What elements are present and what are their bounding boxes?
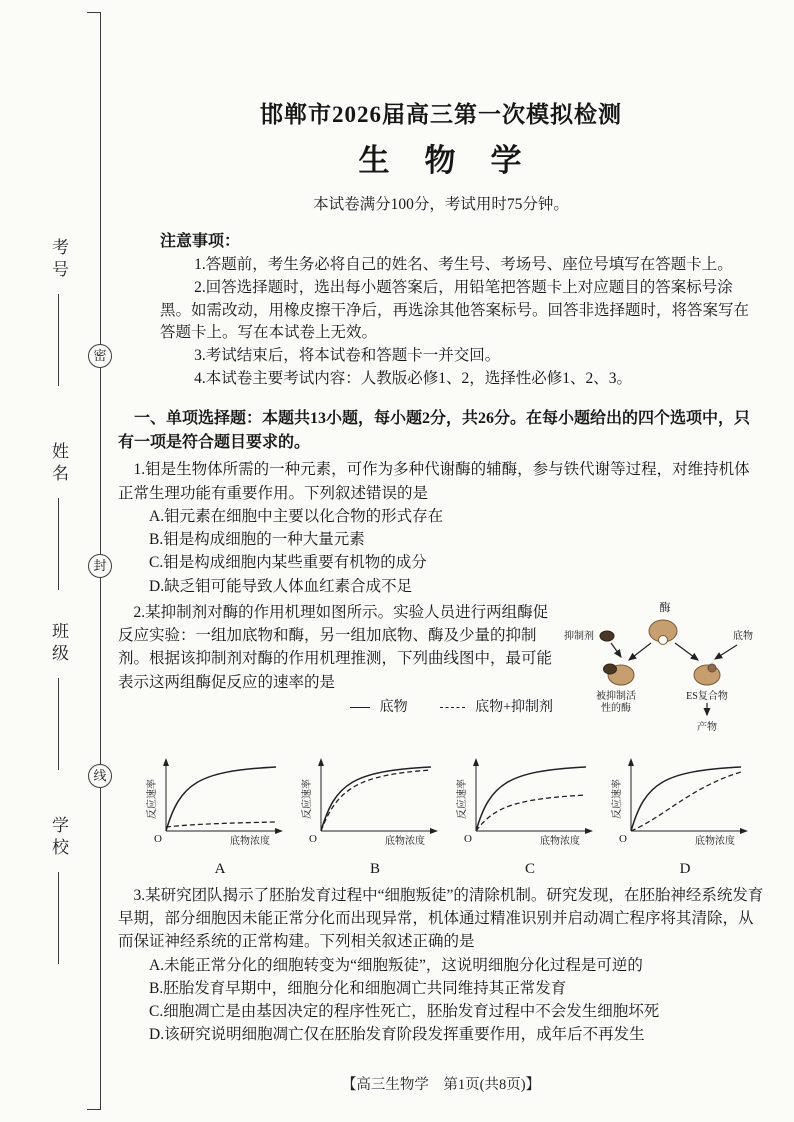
q1-option-b: B.钼是构成细胞的一种大量元素 xyxy=(149,531,365,549)
seal-char-xian: 线 xyxy=(88,764,112,788)
x-axis-label: 底物浓度 xyxy=(540,836,580,848)
substrate-curve xyxy=(321,767,431,831)
origin-label: O xyxy=(619,833,627,846)
exam-info: 本试卷满分100分，考试用时75分钟。 xyxy=(313,196,569,213)
exam-page xyxy=(118,0,764,1094)
question-2 xyxy=(118,601,764,881)
legend-dashed-label: 底物+抑制剂 xyxy=(475,699,553,715)
x-axis-label: 底物浓度 xyxy=(230,836,270,848)
graph-label-d: D xyxy=(679,861,691,878)
product-label: 产物 xyxy=(697,721,717,733)
notice-heading: 注意事项： xyxy=(160,233,241,250)
substrate-plus-inhibitor-curve xyxy=(476,795,586,831)
q3-option-d: D.该研究说明细胞凋亡仅在胚胎发育阶段发挥重要作用，成年后不再发生 xyxy=(149,1026,645,1044)
margin-field-exam-number: 考号 xyxy=(49,238,68,282)
notice-item-1: 1.答题前，考生务必将自己的姓名、考生号、考场号、座位号填写在答题卡上。 xyxy=(194,255,733,273)
page-title: 邯郸市2026届高三第一次模拟检测 xyxy=(260,102,622,127)
origin-label: O xyxy=(464,833,472,846)
q3-option-b: B.胚胎发育早期中，细胞分化和细胞凋亡共同维持其正常发育 xyxy=(149,979,567,997)
x-axis-label: 底物浓度 xyxy=(695,836,735,848)
y-axis-arrowhead xyxy=(628,758,634,766)
margin-field-school-line xyxy=(58,872,59,964)
seal-char-mi: 密 xyxy=(88,344,112,368)
crop-tick-bottom xyxy=(87,1109,101,1110)
legend-dashed-line-sample xyxy=(440,707,465,708)
enzyme-diagram-svg xyxy=(559,599,764,744)
crop-tick-top xyxy=(87,12,101,13)
notice-block xyxy=(160,230,760,391)
graph-option-c xyxy=(454,753,606,881)
y-axis-label: 反应速率 xyxy=(147,779,158,820)
graph-d-plot xyxy=(609,753,761,850)
graph-label-b: B xyxy=(369,861,380,878)
graph-a-plot xyxy=(144,753,296,850)
x-axis-arrowhead xyxy=(430,828,438,834)
q3-stem: 3.某研究团队揭示了胚胎发育过程中“细胞叛徒”的清除机制。研究发现，在胚胎神经系统发育早期，部分细胞因未能正常分化而出现异常，机体通过精准识别并启动凋亡程序将其清除，从而保证神经系统的正常构建。下列相关叙述正确的是 xyxy=(118,886,764,951)
seal-char-feng: 封 xyxy=(88,554,112,578)
substrate-curve xyxy=(631,767,741,831)
x-axis-arrowhead xyxy=(740,828,748,834)
origin-label: O xyxy=(309,833,317,846)
graph-b-plot xyxy=(299,753,451,850)
inhibitor-arrow xyxy=(611,643,621,657)
q2-stem: 2.某抑制剂对酶的作用机理如图所示。实验人员进行两组酶促反应实验：一组加底物和酶，另一组加底物、酶及少量的抑制剂。根据该抑制剂对酶的作用机理推测，下列曲线图中，最可能表示这两组酶促反应的速率的是 xyxy=(118,603,553,691)
graph-option-d xyxy=(609,753,761,881)
inhibitor-blob xyxy=(600,631,614,641)
y-axis-arrowhead xyxy=(163,758,169,766)
margin-field-name: 姓名 xyxy=(49,442,68,486)
notice-item-2: 2.回答选择题时，选出每小题答案后，用铅笔把答题卡上对应题目的答案标号涂黑。如需改动，用橡皮擦干净后，再选涂其他答案标号。回答非选择题时，将答案写在答题卡上。写在本试卷上无效。 xyxy=(160,278,750,342)
substrate-plus-inhibitor-curve xyxy=(166,822,276,827)
margin-field-exam-number-line xyxy=(58,294,59,386)
inhibited-enzyme-label-line2: 性的酶 xyxy=(601,702,631,714)
margin-field-class-line xyxy=(58,678,59,770)
enzyme-to-inhibited-arrow xyxy=(629,643,651,660)
y-axis-label: 反应速率 xyxy=(457,779,468,820)
graph-option-b xyxy=(299,753,451,881)
y-axis-label: 反应速率 xyxy=(612,779,623,820)
origin-label: O xyxy=(154,833,162,846)
inhibited-enzyme-label-line1: 被抑制活 xyxy=(596,690,636,702)
x-axis-arrowhead xyxy=(275,828,283,834)
page-footer: 【高三生物学 第1页(共8页)】 xyxy=(341,1076,541,1093)
es-complex-substrate-piece xyxy=(708,664,716,672)
q3-option-a: A.未能正常分化的细胞转变为“细胞叛徒”，这说明细胞分化过程是可逆的 xyxy=(149,956,643,974)
substrate-arrow xyxy=(715,645,737,659)
question-1 xyxy=(118,458,764,598)
inhibited-enzyme-inhibitor-piece xyxy=(604,664,617,674)
graph-label-c: C xyxy=(524,861,535,878)
graph-label-a: A xyxy=(214,861,226,878)
enzyme-to-es-arrow xyxy=(675,643,698,660)
graph-c-plot xyxy=(454,753,606,850)
y-axis-arrowhead xyxy=(318,758,324,766)
answer-graphs-row xyxy=(144,753,764,881)
substrate-curve xyxy=(476,767,586,831)
es-complex-label: ES复合物 xyxy=(686,690,728,702)
curve-legend xyxy=(350,697,553,718)
enzyme-label: 酶 xyxy=(659,601,671,614)
graph-option-a xyxy=(144,753,296,881)
notice-item-3: 3.考试结束后，将本试卷和答题卡一并交回。 xyxy=(194,347,501,365)
notice-item-4: 4.本试卷主要考试内容：人教版必修1、2，选择性必修1、2、3。 xyxy=(194,370,632,388)
margin-field-name-line xyxy=(58,498,59,590)
legend-solid-label: 底物 xyxy=(379,699,408,715)
y-axis-arrowhead xyxy=(473,758,479,766)
x-axis-label: 底物浓度 xyxy=(385,836,425,848)
question-3 xyxy=(118,884,764,1047)
legend-solid-line-sample xyxy=(350,707,370,708)
substrate-plus-inhibitor-curve xyxy=(631,772,741,831)
y-axis-label: 反应速率 xyxy=(302,779,313,820)
q3-option-c: C.细胞凋亡是由基因决定的程序性死亡，胚胎发育过程中不会发生细胞坏死 xyxy=(149,1003,660,1021)
substrate-label: 底物 xyxy=(733,630,753,642)
q1-option-a: A.钼元素在细胞中主要以化合物的形式存在 xyxy=(149,507,444,525)
enzyme-mechanism-diagram xyxy=(559,599,764,751)
q1-stem: 1.钼是生物体所需的一种元素，可作为多种代谢酶的辅酶，参与铁代谢等过程，对维持机体正常生理功能有重要作用。下列叙述错误的是 xyxy=(118,461,750,502)
substrate-curve xyxy=(166,767,276,831)
section-1-heading: 一、单项选择题：本题共13小题，每小题2分，共26分。在每小题给出的四个选项中，只有一项是符合题目要求的。 xyxy=(118,410,751,452)
q1-option-d: D.缺乏钼可能导致人体血红素合成不足 xyxy=(149,577,413,595)
margin-field-class: 班级 xyxy=(49,622,68,666)
substrate-plus-inhibitor-curve xyxy=(321,770,431,831)
enzyme-active-site xyxy=(659,635,668,644)
margin-field-school: 学校 xyxy=(49,816,68,860)
subject-title: 生 物 学 xyxy=(358,143,524,178)
x-axis-arrowhead xyxy=(585,828,593,834)
q1-option-c: C.钼是构成细胞内某些重要有机物的成分 xyxy=(149,554,427,572)
inhibitor-label: 抑制剂 xyxy=(564,630,594,642)
